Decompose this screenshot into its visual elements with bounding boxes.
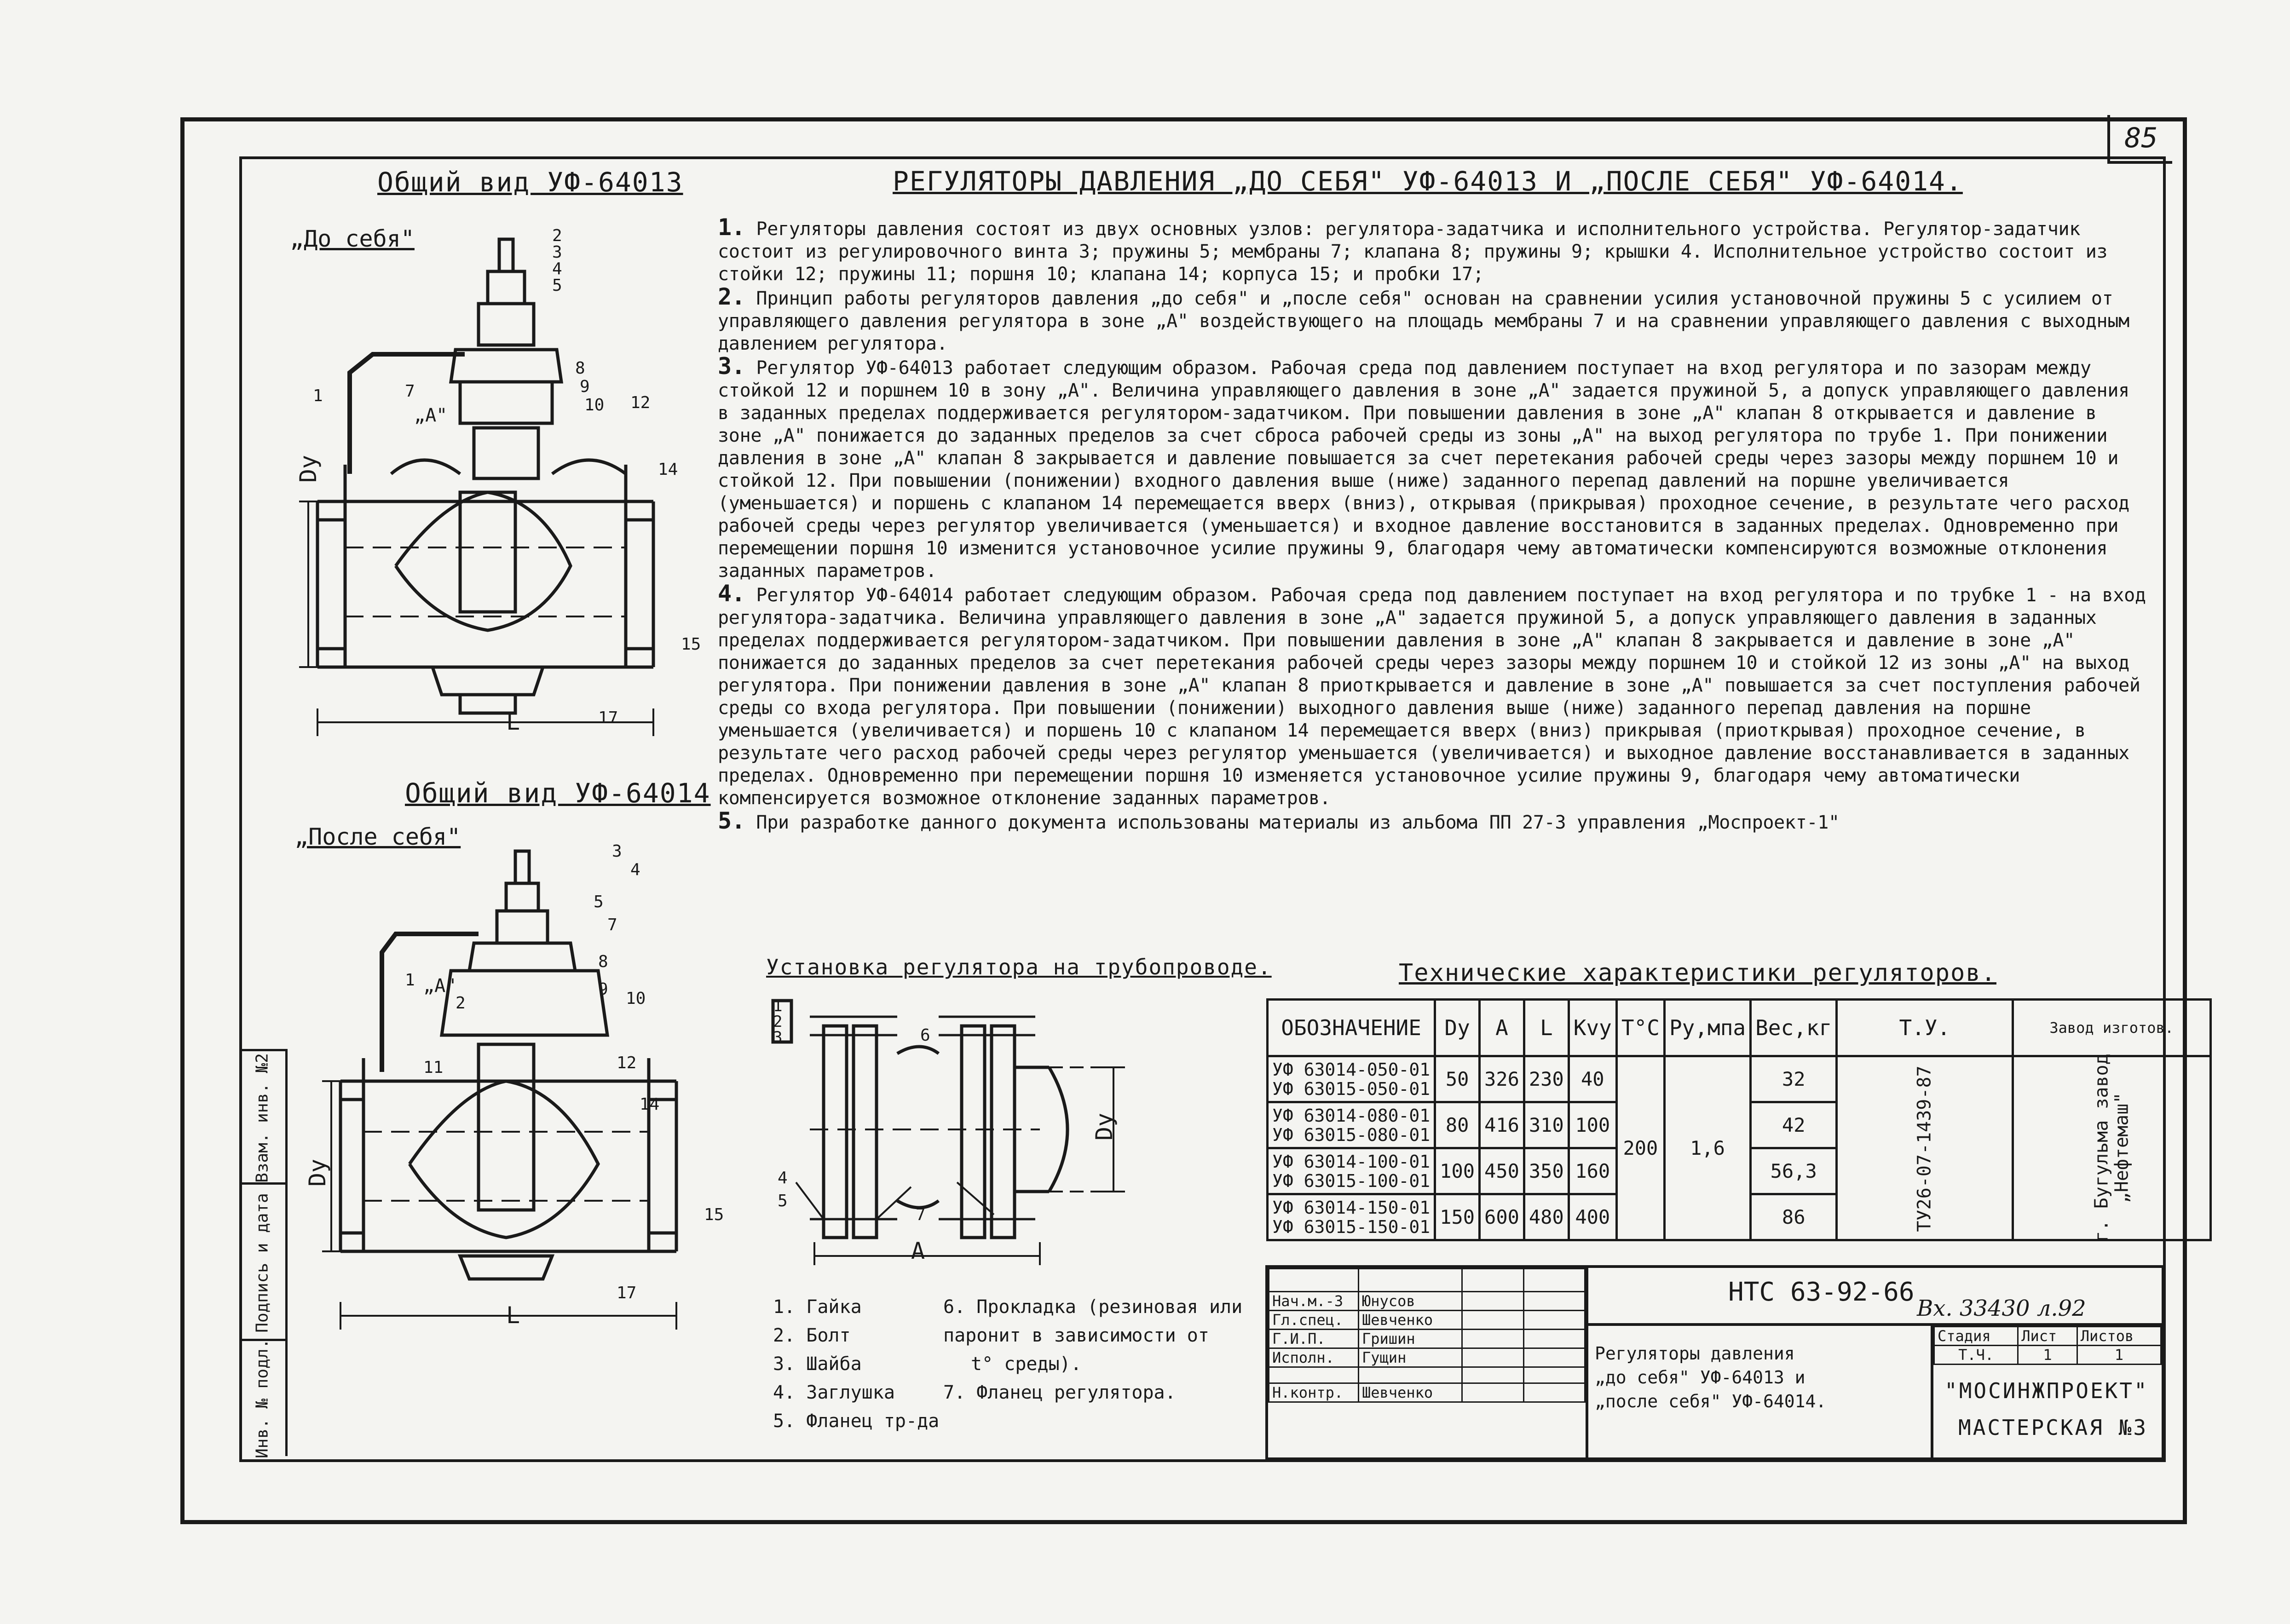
view1-callout: 3 (552, 243, 562, 262)
dy-cell: 50 (1435, 1056, 1480, 1102)
install-callout: 7 (916, 1205, 926, 1224)
staff-row: Исполн. Гущин (1269, 1348, 1585, 1367)
paragraph-2: 2. Принцип работы регуляторов давления „до себя" и „после себя" основан на сравнении усилия установочной пружины 5 с усилием от управляющего давления регулятора в зоне „А" воздействующего на площадь мембраны 7 и на сравнении управляющего давления с выходным давлением регулятора. (718, 283, 2129, 354)
legend-item: 6. Прокладка (резиновая или (943, 1296, 1243, 1318)
col-header: Кvу (1569, 1000, 1616, 1056)
view1-callout: 8 (575, 359, 585, 378)
weight-cell: 56,3 (1751, 1148, 1837, 1194)
view2-callout: 5 (594, 893, 604, 911)
side-stamp-cell: Инв. № подл. (239, 1339, 288, 1456)
view2-callout: 2 (456, 994, 466, 1013)
stage-table: Стадия Лист Листов Т.Ч. 1 1 (1933, 1326, 2162, 1365)
legend-item: 3. Шайба (773, 1353, 862, 1375)
view1-callout: 1 (313, 386, 323, 405)
legend-item: 5. Фланец тр-да (773, 1411, 940, 1432)
view1-callout: 9 (580, 377, 590, 396)
l-cell: 230 (1524, 1056, 1569, 1102)
workshop: МАСТЕРСКАЯ №3 (1958, 1415, 2148, 1440)
paragraph-4: 4. Регулятор УФ-64014 работает следующим образом. Рабочая среда под давлением поступает на вход регулятора и по трубке 1 - на вход регулятора-задатчика. Величина управляющего давления в зоне „А" задается пружиной 5, а допуск управляющего давления в заданных пределах поддерживается регулятором-задатчиком. При повышении давления в зоне „А" клапан 8 закрывается и давление в зоне „А" понижается до заданных пределов за счет перетекания рабочей среды через зазоры между поршнем 10 и стойкой 12 из зоны „А" на выход регулятора. При понижении давления в зоне „А" клапан 8 приоткрывается и давление в зоне „А" повышается за счет поступления рабочей среды со входа регулятора. При повышении (понижении) выходного давления выше (ниже) заданного перепад давления на поршне уменьшается (увеличивается) и поршень 10 с клапаном 14 перемещается вверх (вниз) прикрывая (приоткрывая) проходное сечение, в результате чего расход рабочей среды через регулятор уменьшается (увеличивается) и выходное давление восстанавливается в заданных пределах. Одновременно при перемещении поршня 10 изменяется установочное усилие пружины 9, благодаря чему автоматически компенсируется возможное отклонение заданных параметров. (718, 580, 2146, 809)
legend-item: 1. Гайка (773, 1296, 862, 1318)
install-callouts-stack (773, 998, 782, 1045)
specs-table (1266, 998, 2212, 1241)
view2-callout: 15 (704, 1205, 724, 1224)
side-stamp (239, 1049, 285, 1459)
col-header: ОБОЗНАЧЕНИЕ (1268, 1000, 1435, 1056)
view1-callout: 17 (598, 708, 618, 727)
install-callout: 4 (778, 1169, 788, 1187)
kvy-cell: 400 (1569, 1194, 1616, 1240)
install-callout: 2 (773, 1013, 783, 1031)
paragraph-3: 3. Регулятор УФ-64013 работает следующим образом. Рабочая среда под давлением поступает на вход регулятора и по зазорам между стойкой 12 и поршнем 10 в зону „А". Величина управляющего давления в зоне „А" задается пружиной 5, а допуск управляющего давления в заданных пределах поддерживается регулятором-задатчиком. При повышении давления в зоне „А" клапан 8 открывается и давление в зоне „А" понижается до заданных пределов за счет сброса рабочей среды из зоны „А" на выход регулятора по трубе 1. При понижении давления в зоне „А" клапан 8 закрывается и давление повышается за счет перетекания рабочей среды через зазоры между поршнем 10 и стойкой 12. При повышении (понижении) входного давления выше (ниже) заданного перепад давлений на поршне увеличивается (уменьшается) и поршень с клапаном 14 перемещается вверх (вниз), открывая (прикрывая) проходное сечение, в результате чего расход рабочей среды через регулятор увеличивается (уменьшается) и входное давление восстановится в заданных пределах. Одновременно при перемещении поршня 10 изменится установочное усилие пружины 9, благодаря чему автоматически компенсируются возможные отклонения заданных параметров. (718, 353, 2129, 582)
paragraph-5: 5. При разработке данного документа использованы материалы из альбома ПП 27-3 управления „Моспроект-1" (718, 807, 1840, 834)
view2-title: Общий вид УФ-64014 (405, 777, 711, 809)
view1-subtitle: „До себя" (290, 225, 415, 252)
title-block (1265, 1265, 2164, 1460)
table-header-row (1268, 1000, 2211, 1056)
view2-callout: 17 (617, 1284, 637, 1302)
dy-cell: 150 (1435, 1194, 1480, 1240)
view2-subtitle: „После себя" (294, 824, 461, 850)
kvy-cell: 40 (1569, 1056, 1616, 1102)
view2-callout: 7 (607, 916, 617, 934)
doc-code: НТС 63-92-66 (1728, 1277, 1915, 1307)
view2-callout: 10 (626, 989, 646, 1008)
plant-cell: г. Бугульма завод „Нефтемаш" (2013, 1056, 2210, 1240)
legend-item: 4. Заглушка (773, 1382, 895, 1403)
view2-callout: 14 (640, 1095, 660, 1114)
view1-zone-a-label: „А" (414, 405, 448, 426)
view2-callout: 11 (423, 1058, 444, 1077)
pressure-cell: 1,6 (1664, 1056, 1750, 1240)
view1-l-label: L (506, 708, 520, 735)
install-callout: 3 (773, 1028, 783, 1047)
col-header: Ру,мпа (1664, 1000, 1750, 1056)
install-a-label: А (911, 1238, 925, 1264)
col-header: Т°С (1616, 1000, 1664, 1056)
a-cell: 326 (1480, 1056, 1524, 1102)
side-stamp-cell: Подпись и дата (239, 1182, 288, 1341)
dy-cell: 100 (1435, 1148, 1480, 1194)
a-cell: 600 (1480, 1194, 1524, 1240)
view2-callout: 9 (598, 980, 608, 999)
col-header: Т.У. (1837, 1000, 2013, 1056)
install-legend-left (773, 1293, 939, 1435)
view2-l-label: L (506, 1302, 520, 1329)
view1-callout: 2 (552, 226, 562, 245)
view1-drawing (258, 216, 713, 745)
view1-callout: 10 (584, 396, 605, 415)
view1-dy-label: Dу (295, 455, 322, 483)
legend-item: t° среды). (971, 1353, 1082, 1375)
staff-table (1268, 1268, 1586, 1403)
description-text (718, 216, 2149, 834)
view1-callout: 5 (552, 276, 562, 295)
designation-cell: УФ 63014-080-01 УФ 63015-080-01 (1268, 1102, 1435, 1148)
l-cell: 350 (1524, 1148, 1569, 1194)
view2-callout: 12 (617, 1054, 637, 1072)
view2-zone-a-label: „А" (423, 975, 457, 996)
dy-cell: 80 (1435, 1102, 1480, 1148)
legend-item: 2. Болт (773, 1325, 851, 1346)
staff-row: Гл.спец. Шевченко (1269, 1311, 1585, 1330)
view2-callout: 3 (612, 842, 622, 861)
temperature-cell: 200 (1616, 1056, 1664, 1240)
legend-item: 7. Фланец регулятора. (943, 1382, 1176, 1403)
view1-callout: 14 (658, 460, 678, 479)
designation-cell: УФ 63014-150-01 УФ 63015-150-01 (1268, 1194, 1435, 1240)
install-callout: 5 (778, 1192, 788, 1210)
organization: "МОСИНЖПРОЕКТ" (1944, 1378, 2149, 1403)
view2-drawing (313, 842, 727, 1348)
col-header: L (1524, 1000, 1569, 1056)
install-drawing (764, 998, 1187, 1265)
staff-row (1269, 1367, 1585, 1383)
col-header: Dу (1435, 1000, 1480, 1056)
install-dy-label: Dу (1091, 1112, 1118, 1141)
view1-callout: 7 (405, 382, 415, 401)
l-cell: 480 (1524, 1194, 1569, 1240)
kvy-cell: 160 (1569, 1148, 1616, 1194)
designation-cell: УФ 63014-100-01 УФ 63015-100-01 (1268, 1148, 1435, 1194)
view1-callout: 15 (681, 635, 701, 654)
view1-callout: 12 (630, 393, 651, 412)
view1-callouts-top (552, 228, 562, 294)
view2-callout: 8 (598, 952, 608, 971)
install-title: Установка регулятора на трубопроводе. (766, 955, 1272, 979)
col-header: А (1480, 1000, 1524, 1056)
page-number: 85 (2107, 115, 2172, 164)
weight-cell: 42 (1751, 1102, 1837, 1148)
registration-note: Вх. 33430 л.92 (1917, 1296, 2086, 1321)
paragraph-1: 1. Регуляторы давления состоят из двух основных узлов: регулятора-задатчика и исполнительного устройства. Регулятор-задатчик состоит из регулировочного винта 3; пружины 5; мембраны 7; клапана 8; пружины 9; крышки 4. Исполнительное устройство состоит из стойки 12; пружины 11; поршня 10; клапана 14; корпуса 15; и пробки 17; (718, 214, 2108, 285)
view2-dy-label: Dу (304, 1158, 331, 1187)
view1-callout: 4 (552, 259, 562, 278)
view2-callout: 1 (405, 971, 415, 990)
weight-cell: 86 (1751, 1194, 1837, 1240)
install-legend-right (943, 1293, 1242, 1407)
a-cell: 450 (1480, 1148, 1524, 1194)
col-header: Вес,кг (1751, 1000, 1837, 1056)
install-callout: 1 (773, 997, 783, 1015)
kvy-cell: 100 (1569, 1102, 1616, 1148)
staff-row: Нач.м.-3 Юнусов (1269, 1292, 1585, 1311)
side-stamp-cell: Взам. инв. №2 (239, 1049, 288, 1185)
main-title: РЕГУЛЯТОРЫ ДАВЛЕНИЯ „ДО СЕБЯ" УФ-64013 И „ПОСЛЕ СЕБЯ" УФ-64014. (893, 166, 1963, 197)
view2-callout: 4 (630, 860, 640, 879)
install-callout: 6 (920, 1026, 930, 1045)
staff-row: Г.И.П. Гришин (1269, 1330, 1585, 1348)
designation-cell: УФ 63014-050-01 УФ 63015-050-01 (1268, 1056, 1435, 1102)
a-cell: 416 (1480, 1102, 1524, 1148)
specs-title: Технические характеристики регуляторов. (1399, 959, 1996, 987)
l-cell: 310 (1524, 1102, 1569, 1148)
weight-cell: 32 (1751, 1056, 1837, 1102)
tu-cell: ТУ26-07-1439-87 (1837, 1056, 2013, 1240)
drawing-name: Регуляторы давления „до себя" УФ-64013 и „после себя" УФ-64014. (1595, 1343, 1827, 1411)
table-row (1268, 1056, 2211, 1102)
view1-title: Общий вид УФ-64013 (377, 167, 683, 198)
staff-row: Н.контр. Шевченко (1269, 1383, 1585, 1402)
legend-item: паронит в зависимости от (943, 1325, 1209, 1346)
col-header: Завод изготов. (2013, 1000, 2210, 1056)
